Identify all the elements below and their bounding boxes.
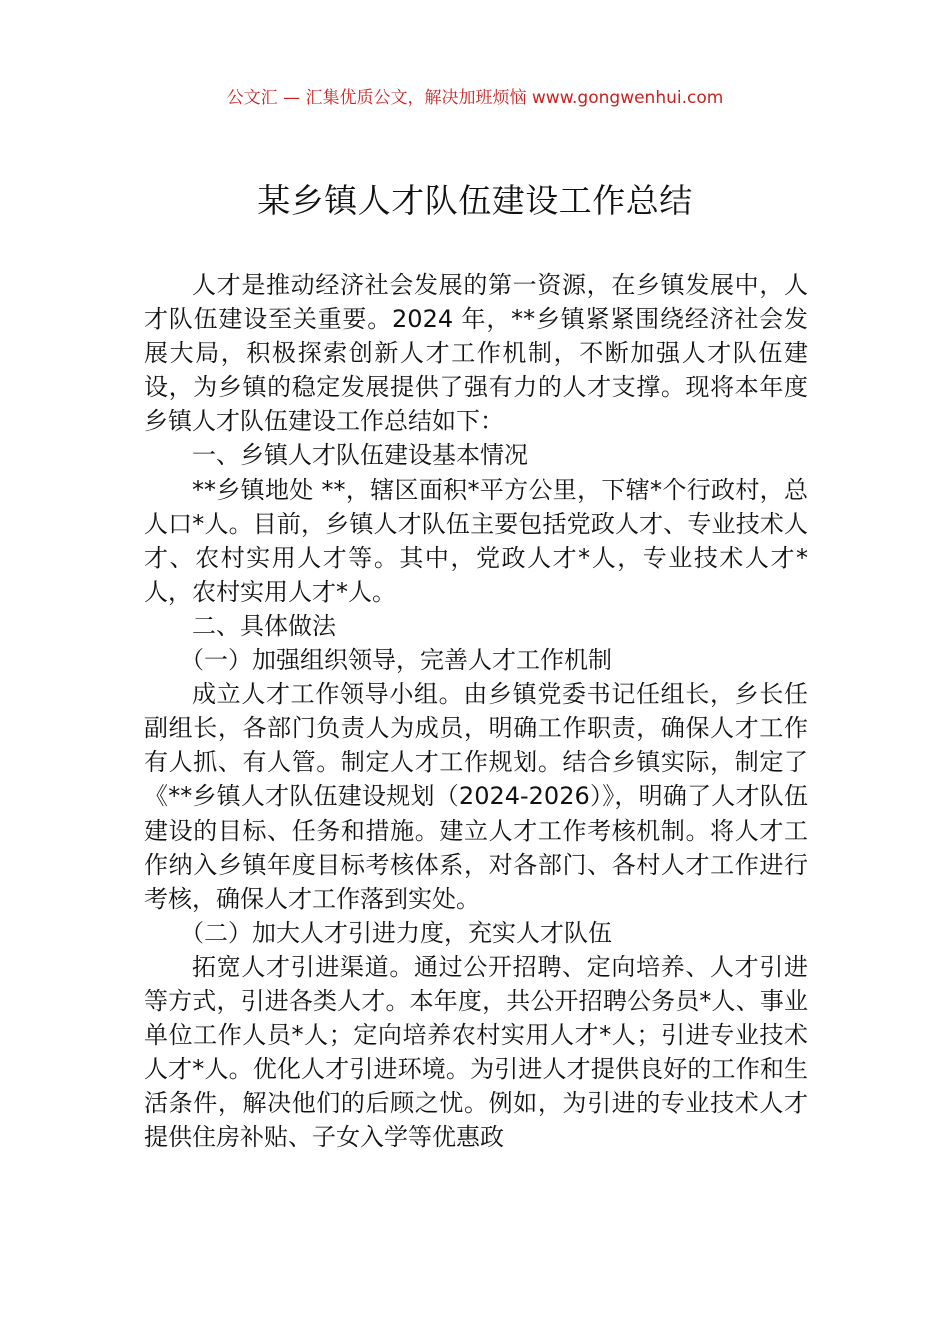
document-title: 某乡镇人才队伍建设工作总结	[257, 181, 693, 220]
subsection-heading-2: （二）加大人才引进力度，充实人才队伍	[180, 918, 612, 947]
intro-paragraph: 人才是推动经济社会发展的第一资源，在乡镇发展中，人才队伍建设至关重要。2024 年，**乡镇紧紧围绕经济社会发展大局，积极探索创新人才工作机制，不断加强人才队伍建设，为乡镇的稳定发展提供了强有力的人才支撑。现将本年度乡镇人才队伍建设工作总结如下：	[144, 271, 808, 436]
subsection-heading-1: （一）加强组织领导，完善人才工作机制	[180, 646, 612, 675]
basic-situation-paragraph: **乡镇地处 **，辖区面积*平方公里，下辖*个行政村，总人口*人。目前，乡镇人才队伍主要包括党政人才、专业技术人才、农村实用人才等。其中，党政人才*人，专业技术人才*人，农村实用人才*人。	[144, 475, 808, 606]
site-banner: 公文汇 — 汇集优质公文，解决加班烦恼 www.gongwenhui.com	[226, 88, 724, 108]
section-heading-2: 二、具体做法	[192, 611, 336, 640]
section-heading-1: 一、乡镇人才队伍建设基本情况	[192, 441, 528, 470]
document-body	[144, 268, 808, 1154]
recruitment-paragraph: 拓宽人才引进渠道。通过公开招聘、定向培养、人才引进等方式，引进各类人才。本年度，共公开招聘公务员*人、事业单位工作人员*人；定向培养农村实用人才*人；引进专业技术人才*人。优化人才引进环境。为引进人才提供良好的工作和生活条件，解决他们的后顾之忧。例如，为引进的专业技术人才提供住房补贴、子女入学等优惠政	[144, 952, 808, 1152]
organization-paragraph: 成立人才工作领导小组。由乡镇党委书记任组长，乡长任副组长，各部门负责人为成员，明确工作职责，确保人才工作有人抓、有人管。制定人才工作规划。结合乡镇实际，制定了《**乡镇人才队伍建设规划（2024-2026）》，明确了人才队伍建设的目标、任务和措施。建立人才工作考核机制。将人才工作纳入乡镇年度目标考核体系，对各部门、各村人才工作进行考核，确保人才工作落到实处。	[144, 680, 808, 913]
